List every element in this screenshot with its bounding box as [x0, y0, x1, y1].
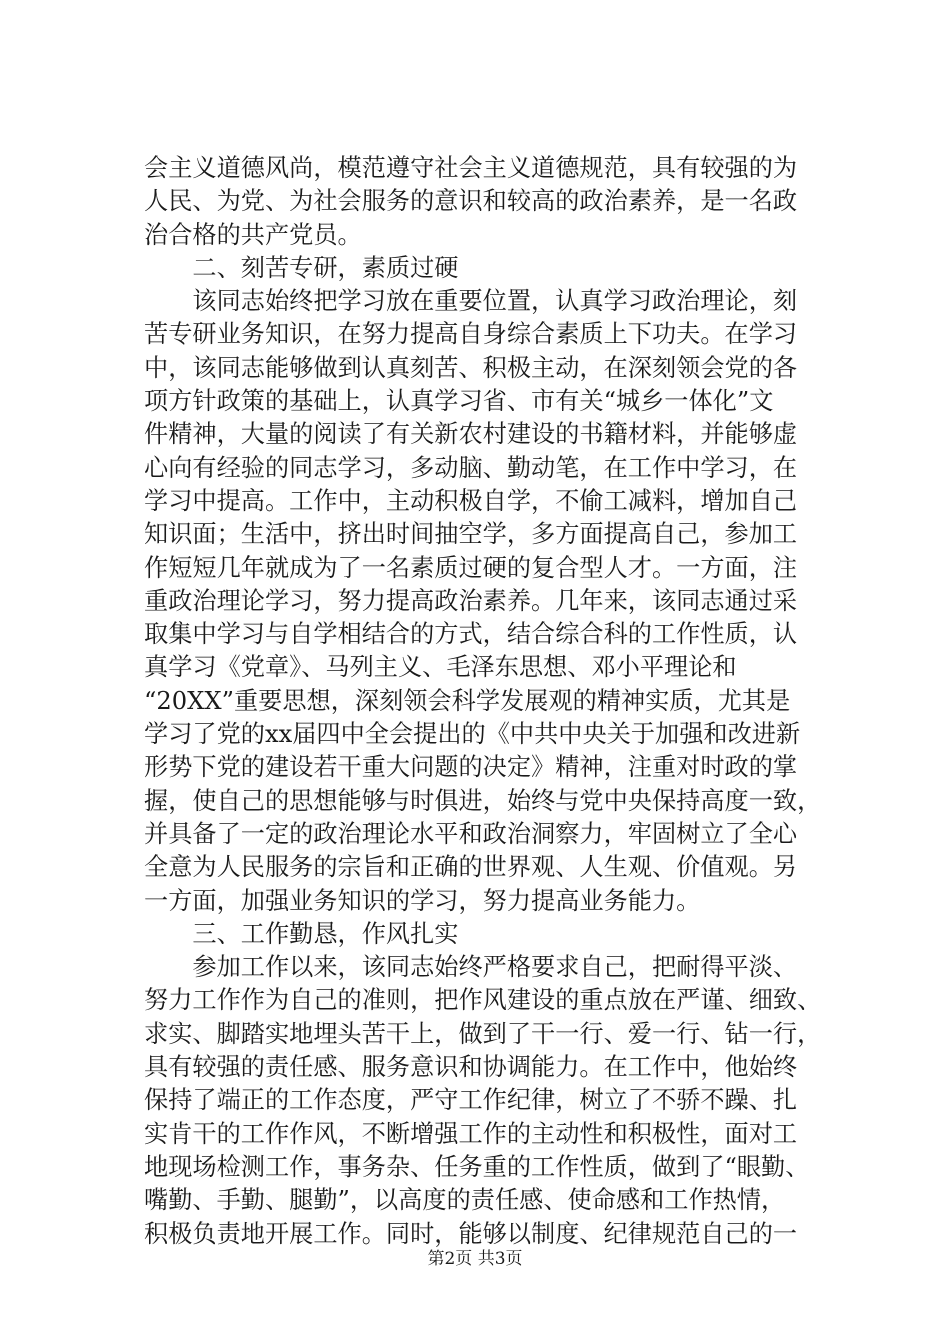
text-line: 求实、脚踏实地埋头苦干上，做到了干一行、爱一行、钻一行， [144, 1019, 822, 1048]
text-line: 治合格的共产党员。 [144, 220, 362, 249]
text-line: 重政治理论学习，努力提高政治素养。几年来，该同志通过采 [144, 586, 798, 615]
text-line: 该同志始终把学习放在重要位置，认真学习政治理论，刻 [144, 287, 798, 316]
document-body [144, 152, 822, 1251]
text-line: 地现场检测工作，事务杂、任务重的工作性质，做到了“眼勤、 [144, 1152, 810, 1181]
text-line: 学习中提高。工作中，主动积极自学，不偷工减料，增加自己 [144, 486, 798, 515]
text-line: 三、工作勤恳，作风扎实 [144, 919, 459, 948]
text-line: 知识面；生活中，挤出时间抽空学，多方面提高自己，参加工 [144, 520, 798, 549]
text-line: 具有较强的责任感、服务意识和协调能力。在工作中，他始终 [144, 1053, 798, 1082]
text-line: 一方面，加强业务知识的学习，努力提高业务能力。 [144, 886, 701, 915]
text-line: 积极负责地开展工作。同时，能够以制度、纪律规范自己的一 [144, 1219, 798, 1248]
text-line: 学习了党的xx届四中全会提出的《中共中央关于加强和改进新 [144, 720, 801, 749]
text-line: 全意为人民服务的宗旨和正确的世界观、人生观、价值观。另 [144, 853, 798, 882]
text-line: 嘴勤、手勤、腿勤”，以高度的责任感、使命感和工作热情， [144, 1186, 786, 1215]
text-line: 心向有经验的同志学习，多动脑、勤动笔，在工作中学习，在 [144, 453, 798, 482]
text-line: 形势下党的建设若干重大问题的决定》精神，注重对时政的掌 [144, 753, 798, 782]
text-line: 会主义道德风尚，模范遵守社会主义道德规范，具有较强的为 [144, 154, 798, 182]
text-line: 项方针政策的基础上，认真学习省、市有关“城乡一体化”文 [144, 387, 774, 416]
text-line: 作短短几年就成为了一名素质过硬的复合型人才。一方面，注 [144, 553, 798, 582]
page-footer: 第2页 共3页 [427, 1249, 523, 1269]
text-line: 实肯干的工作作风，不断增强工作的主动性和积极性，面对工 [144, 1119, 798, 1148]
text-line: 人民、为党、为社会服务的意识和较高的政治素养，是一名政 [144, 187, 798, 216]
text-line: 二、刻苦专研，素质过硬 [144, 253, 459, 282]
text-line: 参加工作以来，该同志始终严格要求自己，把耐得平淡、 [144, 953, 798, 982]
text-line: 苦专研业务知识，在努力提高自身综合素质上下功夫。在学习 [144, 320, 798, 349]
text-line: 保持了端正的工作态度，严守工作纪律，树立了不骄不躁、扎 [144, 1086, 798, 1115]
text-line: 握，使自己的思想能够与时俱进，始终与党中央保持高度一致， [144, 786, 822, 815]
text-line: 努力工作作为自己的准则，把作风建设的重点放在严谨、细致、 [144, 986, 822, 1015]
text-line: 中，该同志能够做到认真刻苦、积极主动，在深刻领会党的各 [144, 353, 798, 382]
text-line: 真学习《党章》、马列主义、毛泽东思想、邓小平理论和 [144, 653, 737, 682]
text-line: “20XX”重要思想，深刻领会科学发展观的精神实质，尤其是 [144, 686, 791, 715]
text-line: 并具备了一定的政治理论水平和政治洞察力，牢固树立了全心 [144, 819, 798, 848]
text-line: 件精神，大量的阅读了有关新农村建设的书籍材料，并能够虚 [144, 420, 798, 449]
text-line: 取集中学习与自学相结合的方式，结合综合科的工作性质，认 [144, 620, 798, 649]
